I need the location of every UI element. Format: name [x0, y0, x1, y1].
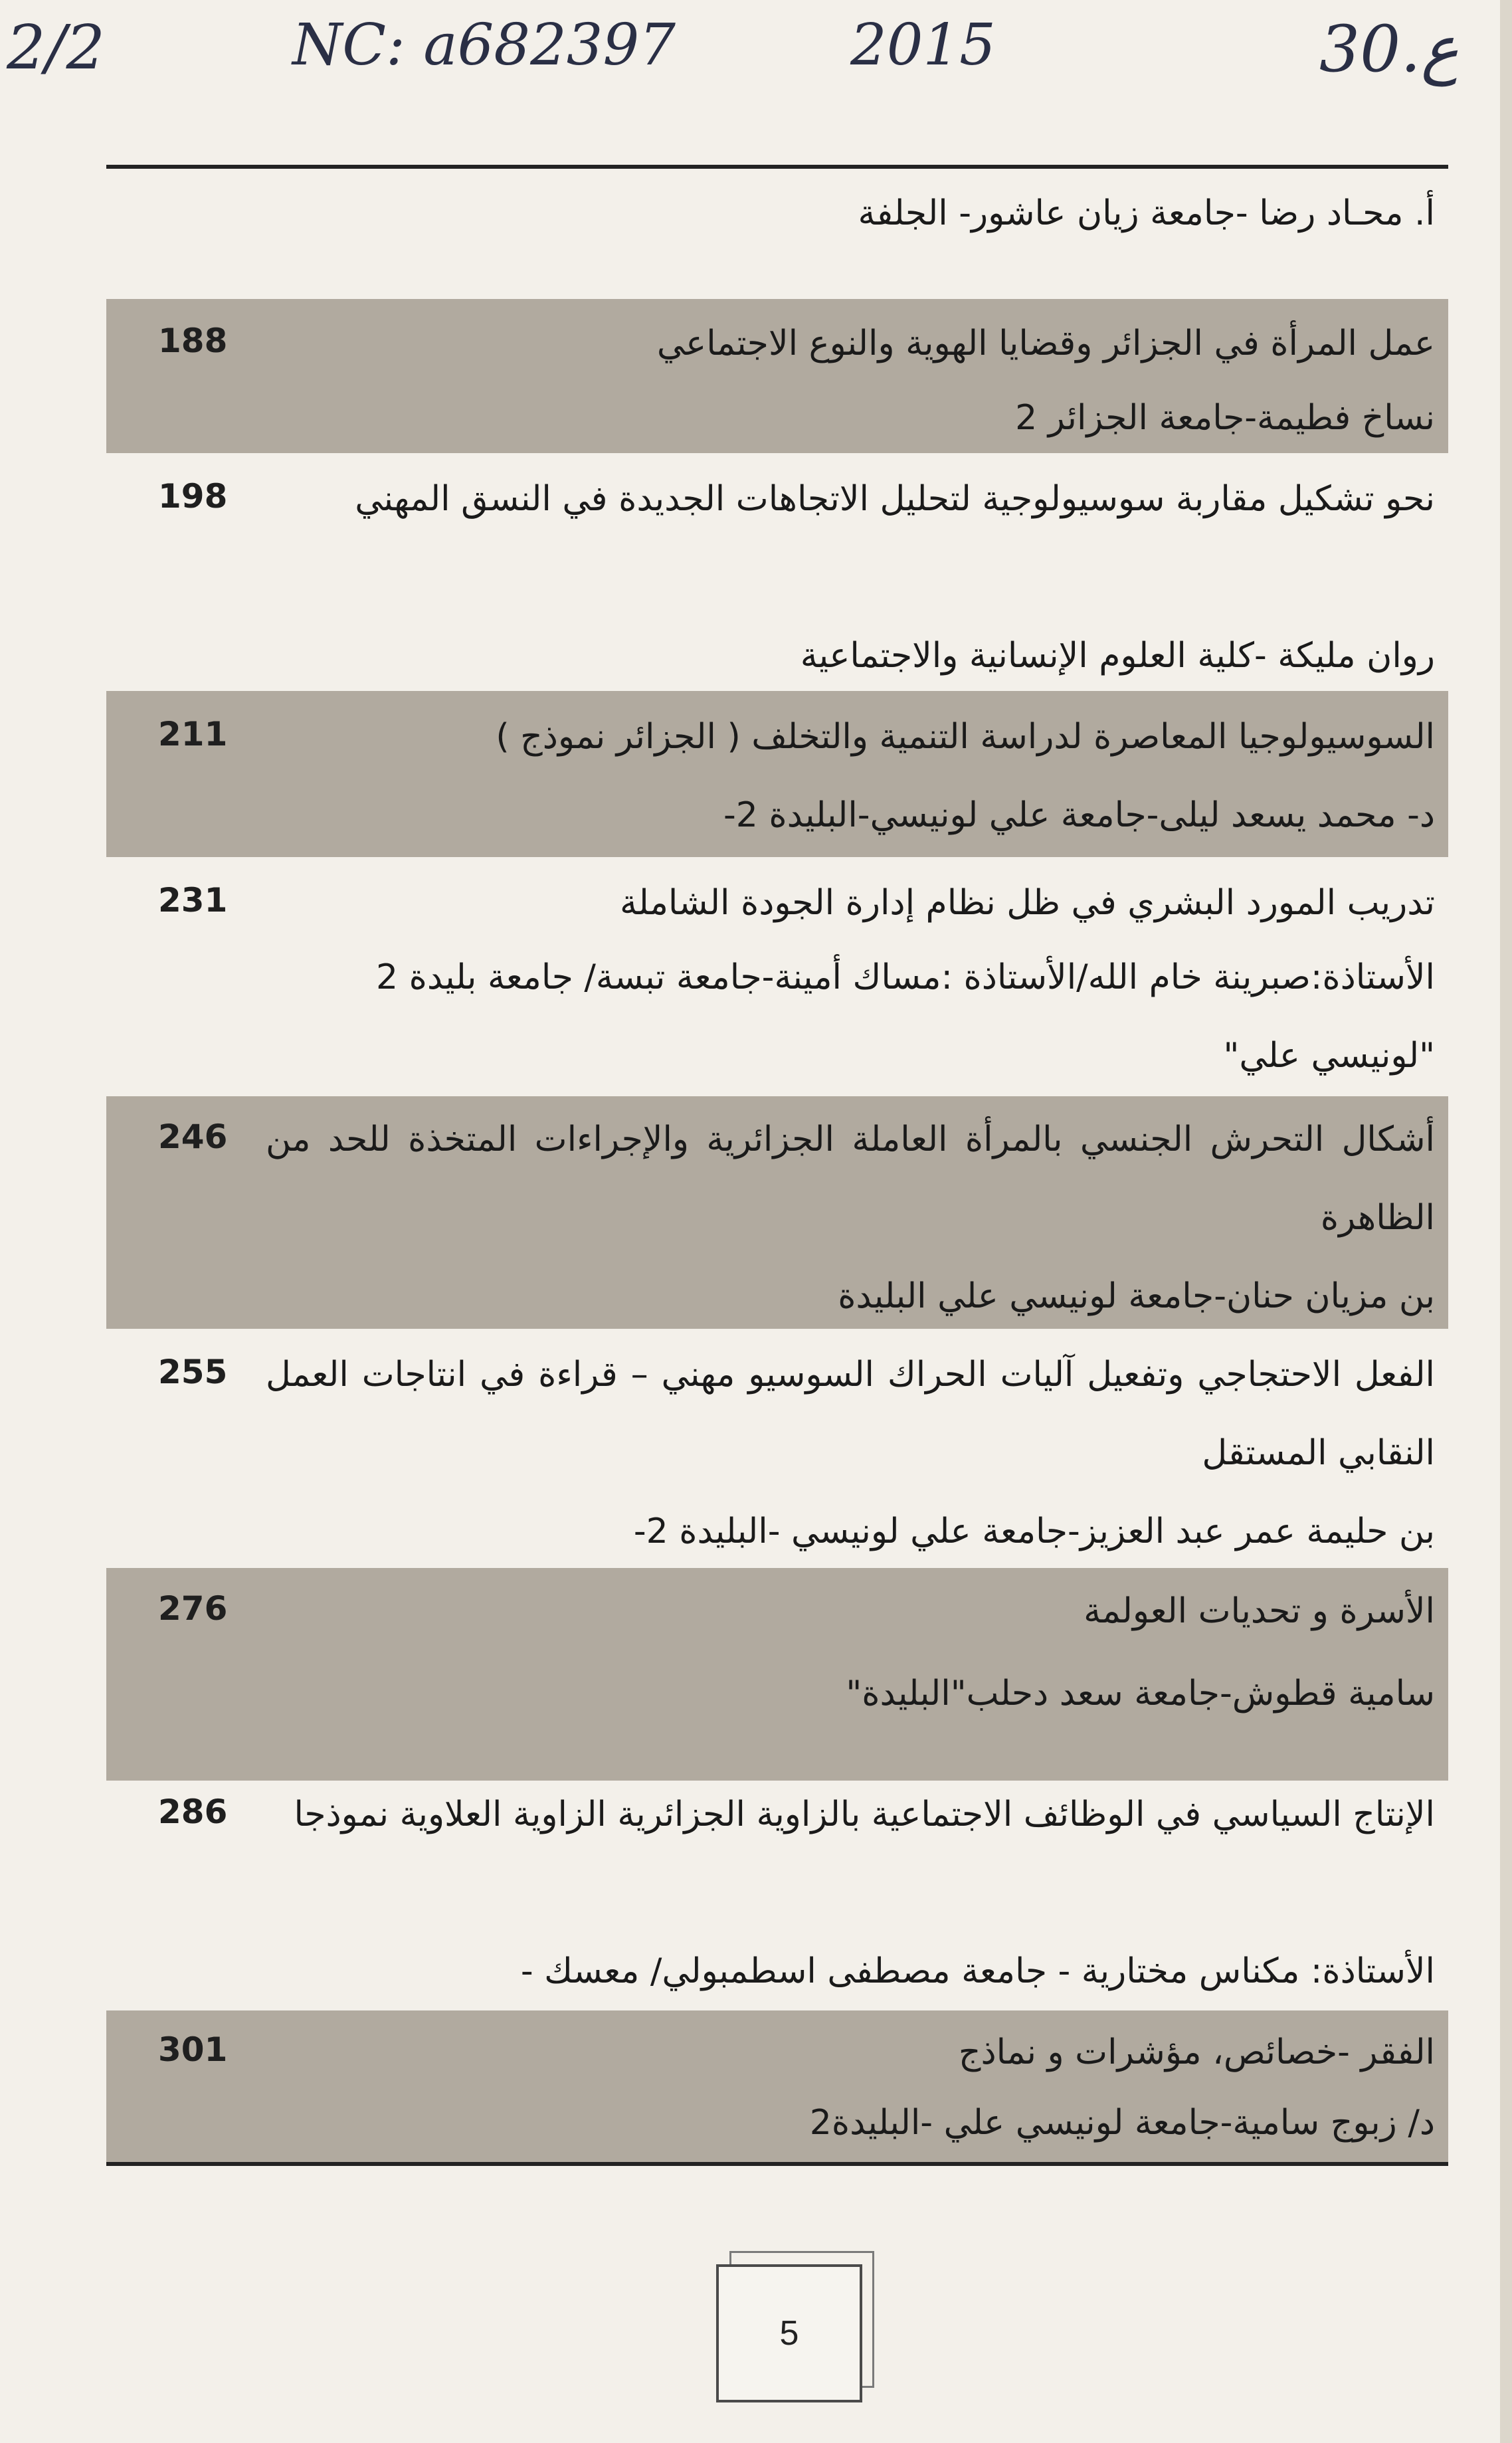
toc-page-number: 301: [158, 2030, 228, 2069]
handwritten-fraction: 2/2: [7, 12, 106, 83]
toc-title: أشكال التحرش الجنسي بالمرأة العاملة الجزائرية والإجراءات المتخذة للحد من الظاهرة: [266, 1120, 1435, 1238]
toc-page-number: 188: [158, 322, 228, 360]
toc-title: تدريب المورد البشري في ظل نظام إدارة الجودة الشاملة: [619, 883, 1435, 923]
toc-page-number: 246: [158, 1118, 228, 1156]
toc-author: د- محمد يسعد ليلى-جامعة علي لونيسي-البليدة 2-: [723, 795, 1435, 835]
toc-page-number: 276: [158, 1589, 228, 1628]
bottom-rule: [106, 2162, 1448, 2166]
toc-author: أ. محـاد رضا -جامعة زيان عاشور- الجلفة: [858, 193, 1435, 233]
toc-title: عمل المرأة في الجزائر وقضايا الهوية والنوع الاجتماعي: [656, 324, 1435, 363]
toc-author: نساخ فطيمة-جامعة الجزائر 2: [1015, 398, 1435, 438]
toc-title: نحو تشكيل مقاربة سوسيولوجية لتحليل الاتجاهات الجديدة في النسق المهني: [355, 479, 1435, 519]
toc-entry: [106, 1100, 1448, 1329]
toc-entry: [106, 174, 1448, 252]
scan-edge: [1500, 0, 1512, 2443]
toc-entry: [106, 1775, 1448, 2008]
handwritten-shelf-code: 30.ع: [1319, 12, 1459, 86]
toc-entry: [106, 460, 1448, 692]
toc-page-number: 231: [158, 881, 228, 920]
toc-page-number: 211: [158, 715, 228, 753]
handwritten-reference-number: NC: a682397: [292, 12, 676, 78]
toc-author: د/ زبوج سامية-جامعة لونيسي علي -البليدة2: [809, 2103, 1435, 2143]
toc-entry: [106, 1572, 1448, 1778]
toc-entry: [106, 304, 1448, 450]
toc-entry: [106, 864, 1448, 1096]
toc-author: سامية قطوش-جامعة سعد دحلب"البليدة": [846, 1674, 1435, 1713]
toc-page-number: 286: [158, 1793, 228, 1831]
toc-title: الفعل الاحتجاجي وتفعيل آليات الحراك السوسيو مهني – قراءة في انتاجات العمل النقابي المستقل: [266, 1355, 1435, 1473]
toc-title: الأسرة و تحديات العولمة: [1084, 1591, 1435, 1631]
top-rule: [106, 165, 1448, 169]
toc-page-number: 198: [158, 477, 228, 516]
toc-entry: [106, 698, 1448, 857]
toc-author: الأستاذة:صبرينة خام الله/الأستاذة :مساك أمينة-جامعة تبسة/ جامعة بليدة 2 "لونيسي علي": [375, 957, 1435, 1076]
page-number: 5: [716, 2264, 862, 2402]
toc-author: بن مزيان حنان-جامعة لونيسي علي البليدة: [838, 1276, 1435, 1316]
toc-title: الإنتاج السياسي في الوظائف الاجتماعية بالزاوية الجزائرية الزاوية العلاوية نموذجا: [294, 1795, 1435, 1834]
toc-title: السوسيولوجيا المعاصرة لدراسة التنمية والتخلف ( الجزائر نموذج ): [496, 717, 1435, 757]
toc-title: الفقر -خصائص، مؤشرات و نماذج: [958, 2032, 1435, 2072]
toc-page-number: 255: [158, 1353, 228, 1391]
toc-author: بن حليمة عمر عبد العزيز-جامعة علي لونيسي -البليدة 2-: [633, 1512, 1435, 1551]
handwritten-year: 2015: [850, 12, 996, 78]
toc-entry: [106, 2013, 1448, 2162]
toc-author: الأستاذة: مكناس مختارية - جامعة مصطفى اسطمبولي/ معسك -: [520, 1951, 1435, 1991]
toc-entry: [106, 1335, 1448, 1568]
toc-author: روان مليكة -كلية العلوم الإنسانية والاجتماعية: [800, 636, 1435, 676]
